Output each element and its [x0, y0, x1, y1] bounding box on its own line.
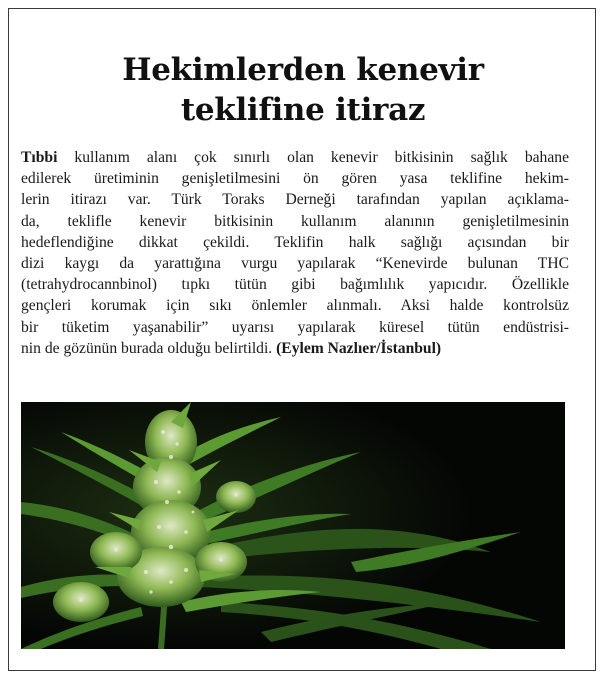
headline-line-1: Hekimlerden kenevir: [122, 52, 484, 88]
body-line: bir tüketim yaşanabilir” uyarısı yapılarak küresel tütün endüstrisi-: [21, 318, 569, 336]
body-line: Tıbbi kullanım alanı çok sınırlı olan kenevir bitkisinin sağlık bahane: [21, 149, 569, 166]
body-line: lerin itirazı var. Türk Toraks Derneği tarafından yapılan açıklama-: [21, 191, 569, 209]
body-line: nin de gözünün burada olduğu belirtildi. (Eylem Nazlıer/İstanbul): [21, 339, 442, 357]
headline-line-2: teklifine itiraz: [180, 92, 426, 128]
article-byline: (Eylem Nazlıer/İstanbul): [276, 339, 442, 357]
body-line: edilerek üretiminin genişletilmesini ön gören yasa teklifine hekim-: [21, 170, 569, 188]
article-body: [21, 147, 569, 359]
body-line: da, teklifle kenevir bitkisinin kullanım alanının genişletilmesinin: [21, 212, 569, 230]
body-line: gençleri korumak için sıkı önlemler alınmalı. Aksi halde kontrolsüz: [21, 297, 569, 315]
article-headline: [20, 50, 586, 130]
body-line: hedeflendiğine dikkat çekildi. Teklifin halk sağlığı açısından bir: [21, 233, 569, 251]
cannabis-plant-photo: [21, 402, 565, 649]
body-line: dizi kaygı da yarattığına vurgu yapılarak “Kenevirde bulunan THC: [21, 255, 569, 273]
body-line: (tetrahydrocannbinol) tıpkı tütün gibi bağımlılık yapıcıdır. Özellikle: [21, 276, 569, 294]
cannabis-plant-illustration: [21, 402, 565, 649]
lead-word: Tıbbi: [21, 149, 58, 166]
